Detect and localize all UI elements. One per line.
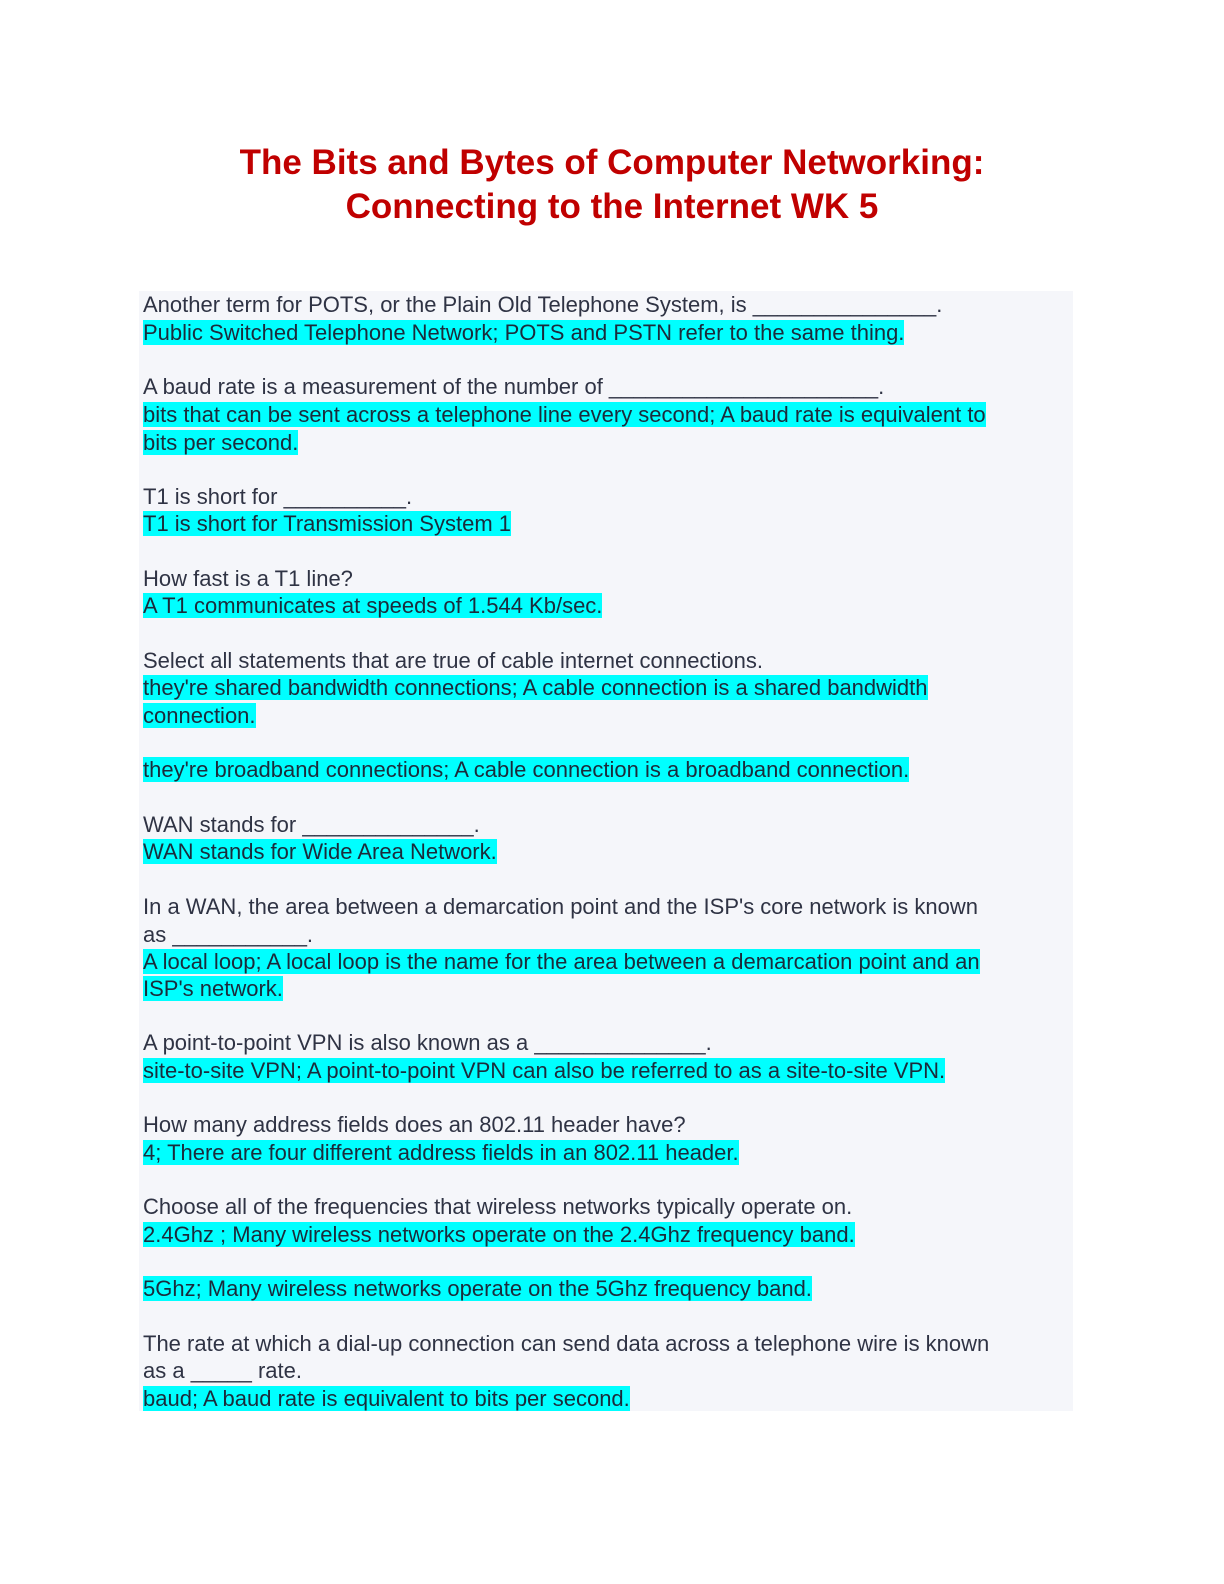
question-line: How fast is a T1 line? [143,566,353,591]
answer-line: bits that can be sent across a telephone line every second; A baud rate is equivalent to [143,402,986,427]
question-line: Select all statements that are true of cable internet connections. [143,648,764,673]
answer-line: they're shared bandwidth connections; A cable connection is a shared bandwidth [143,675,928,700]
question-line: T1 is short for __________. [143,484,413,509]
question-line: Choose all of the frequencies that wireless networks typically operate on. [143,1194,853,1219]
answer-line: 5Ghz; Many wireless networks operate on the 5Ghz frequency band. [143,1276,812,1301]
question-line: A baud rate is a measurement of the number of ______________________. [143,374,885,399]
answer-line: A local loop; A local loop is the name for the area between a demarcation point and an [143,949,980,974]
answer-line: they're broadband connections; A cable connection is a broadband connection. [143,757,910,782]
answer-line: site-to-site VPN; A point-to-point VPN can also be referred to as a site-to-site VPN. [143,1058,946,1083]
answer-line: bits per second. [143,430,299,455]
answer-line: WAN stands for Wide Area Network. [143,839,497,864]
document-title-line-2: Connecting to the Internet WK 5 [345,187,879,226]
question-line: The rate at which a dial-up connection can send data across a telephone wire is known [143,1331,990,1356]
answer-line: A T1 communicates at speeds of 1.544 Kb/sec. [143,593,603,618]
question-line: Another term for POTS, or the Plain Old Telephone System, is _______________. [143,292,943,317]
answer-line: Public Switched Telephone Network; POTS and PSTN refer to the same thing. [143,320,905,345]
question-line: In a WAN, the area between a demarcation point and the ISP's core network is known [143,894,978,919]
answer-line: T1 is short for Transmission System 1 [143,511,511,536]
document-title-line-1: The Bits and Bytes of Computer Networking: [239,143,985,182]
question-line: WAN stands for ______________. [143,812,480,837]
answer-line: connection. [143,703,256,728]
question-line: A point-to-point VPN is also known as a ______________. [143,1030,712,1055]
answer-line: baud; A baud rate is equivalent to bits per second. [143,1386,630,1411]
answer-line: 2.4Ghz ; Many wireless networks operate on the 2.4Ghz frequency band. [143,1222,855,1247]
document-title [0,141,1224,229]
answer-line: 4; There are four different address fields in an 802.11 header. [143,1140,739,1165]
question-line: How many address fields does an 802.11 header have? [143,1112,686,1137]
question-line: as ___________. [143,922,314,947]
question-line: as a _____ rate. [143,1358,303,1383]
answer-line: ISP's network. [143,976,283,1001]
